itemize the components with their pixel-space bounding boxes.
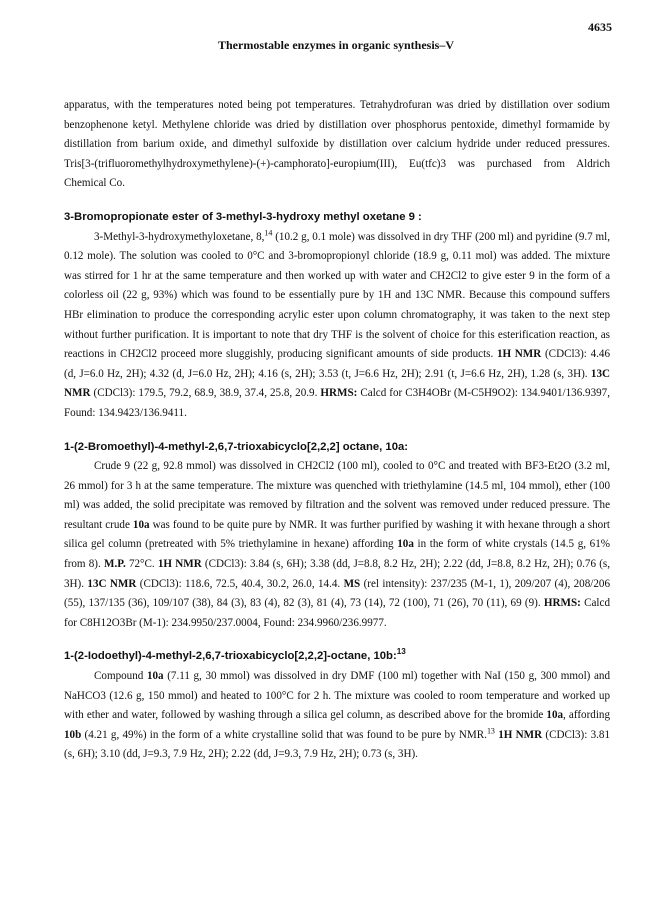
paragraph-10a: [64, 457, 610, 633]
section-heading-10a: 1-(2-Bromoethyl)-4-methyl-2,6,7-trioxabicyclo[2,2,2] octane, 10a:: [64, 440, 409, 453]
section-heading-10b: [64, 647, 610, 667]
hrms-label: HRMS:: [320, 387, 358, 400]
nmr-label: 1H NMR: [496, 348, 542, 361]
compound-label: 10b: [64, 728, 82, 741]
hrms-label: HRMS:: [543, 597, 581, 610]
hrms-data: Calcd for C8H12O3Br (M-1): 234.9950/237.0004, Found: 234.9960/236.9977.: [64, 597, 610, 629]
text-run: in the form of white crystals (14.5 g, 61% from 8).: [64, 538, 610, 571]
paragraph-ester-9: [64, 228, 610, 424]
reference-marker: 13: [396, 647, 406, 657]
text-run: 3-Methyl-3-hydroxymethyloxetane, 8,: [94, 230, 265, 243]
text-run: (4.21 g, 49%) in the form of a white crystalline solid that was found to be pure by NMR.: [81, 728, 487, 741]
text-run: (10.2 g, 0.1 mole) was dissolved in dry THF (200 ml) and pyridine (9.7 ml, 0.12 mole). The solution was cooled to 0°C and 3-bromopropionyl chloride (18.9 g, 0.11 mol) was added. The mixture was stirred for 1 hr at the same temperature and then worked up with water and CH2Cl2 to give ester 9 in the form of a colorless oil (22 g, 93%) which was found to be essentially pure by 1H and 13C NMR. Because this compound suffers HBr elimination to produce the corresponding acrylic ester upon column chromatography, it was taken to the next step without further purification. It is important to note that dry THF is the solvent of choice for this esterification reaction, as reactions in CH2Cl2 proceed more sluggishly, producing significant amounts of side products.: [64, 230, 610, 361]
nmr-data: (CDCl3): 118.6, 72.5, 40.4, 30.2, 26.0, 14.4.: [136, 577, 344, 590]
running-head: Thermostable enzymes in organic synthesis–V: [218, 38, 454, 52]
compound-label: 10a: [546, 709, 564, 722]
mp-label: M.P.: [103, 558, 126, 571]
intro-paragraph: apparatus, with the temperatures noted being pot temperatures. Tetrahydrofuran was dried by distillation over sodium benzophenone ketyl. Methylene chloride was dried by distillation over phosphorus pentoxide, dimethyl formamide by distillation from barium oxide, and dimethyl sulfoxide by distillation over calcium hydride under reduced pressures. Tris[3-(trifluoromethylhydroxymethylene)-(+)-camphorato]-europium(III), Eu(tfc)3 was purchased from Aldrich Chemical Co.: [64, 99, 610, 190]
text-run: Crude 9 (22 g, 92.8 mmol) was dissolved in CH2Cl2 (100 ml), cooled to 0°C and treated with BF3-Et2O (3.2 ml, 26 mmol) for 3 h at the same temperature. The mixture was quenched with triethylamine (14.5 ml, 104 mmol), ether (100 ml) was added, the solid precipitate was removed by filtration and the solvent was removed under reduced pressure. The resultant crude: [64, 460, 610, 531]
nmr-label: 1H NMR: [157, 558, 202, 571]
reference-marker: 13: [486, 726, 495, 736]
compound-label: 10a: [132, 518, 150, 531]
article-body: [64, 96, 610, 765]
nmr-data: (CDCl3): 179.5, 79.2, 68.9, 38.9, 37.4, 25.8, 20.9.: [90, 387, 321, 400]
compound-label: 10a: [397, 538, 414, 551]
nmr-label: 13C NMR: [87, 577, 137, 590]
nmr-data: (CDCl3): 4.46 (d, J=6.0 Hz, 2H); 4.32 (d, J=6.0 Hz, 2H); 4.16 (s, 2H); 3.53 (t, J=6.6 Hz, 2H); 2.91 (t, J=6.6 Hz, 2H), 1.28 (s, 3H).: [64, 348, 610, 380]
text-run: (7.11 g, 30 mmol) was dissolved in dry DMF (100 ml) together with NaI (150 g, 300 mmol) and NaHCO3 (12.6 g, 150 mmol) and heated to 100°C for 2 h. The mixture was cooled to room temperature and worked up with ether and water, followed by washing through a silica gel column, as described above for the bromide: [64, 670, 610, 722]
text-run: Compound: [94, 670, 147, 683]
heading-text: 1-(2-Iodoethyl)-4-methyl-2,6,7-trioxabicyclo[2,2,2]-octane, 10b:: [64, 650, 397, 663]
section-heading-ester-9: 3-Bromopropionate ester of 3-methyl-3-hydroxy methyl oxetane 9 :: [64, 210, 422, 223]
ms-label: MS: [343, 577, 361, 590]
mp-data: 72°C.: [125, 558, 158, 571]
page-number: 4635: [588, 20, 612, 34]
ms-data: (rel intensity): 237/235 (M-1, 1), 209/207 (4), 208/206 (55), 137/135 (36), 109/107 (38), 84 (3), 83 (4), 82 (3), 81 (4), 73 (14), 72 (100), 71 (26), 70 (11), 69 (9).: [64, 577, 610, 610]
nmr-label: 13C NMR: [64, 367, 610, 400]
reference-marker: 14: [264, 227, 273, 237]
hrms-data: Calcd for C3H4OBr (M-C5H9O2): 134.9401/136.9397, Found: 134.9423/136.9411.: [64, 387, 610, 419]
paragraph-10b: [64, 667, 610, 765]
text-run: was found to be quite pure by NMR. It was further purified by washing it with hexane through a short silica gel column (pretreated with 5% triethylamine in hexane) affording: [64, 518, 610, 551]
text-run: , affording: [563, 709, 611, 722]
nmr-data: (CDCl3): 3.81 (s, 6H); 3.10 (dd, J=9.3, 7.9 Hz, 2H); 2.22 (dd, J=9.3, 7.9 Hz, 2H); 0.73 (s, 3H).: [64, 728, 611, 761]
compound-label: 10a: [146, 670, 164, 683]
nmr-data: (CDCl3): 3.84 (s, 6H); 3.38 (dd, J=8.8, 8.2 Hz, 2H); 2.22 (dd, J=8.8, 8.2 Hz, 2H); 0.76 (s, 3H).: [64, 558, 610, 590]
nmr-label: 1H NMR: [494, 728, 543, 741]
